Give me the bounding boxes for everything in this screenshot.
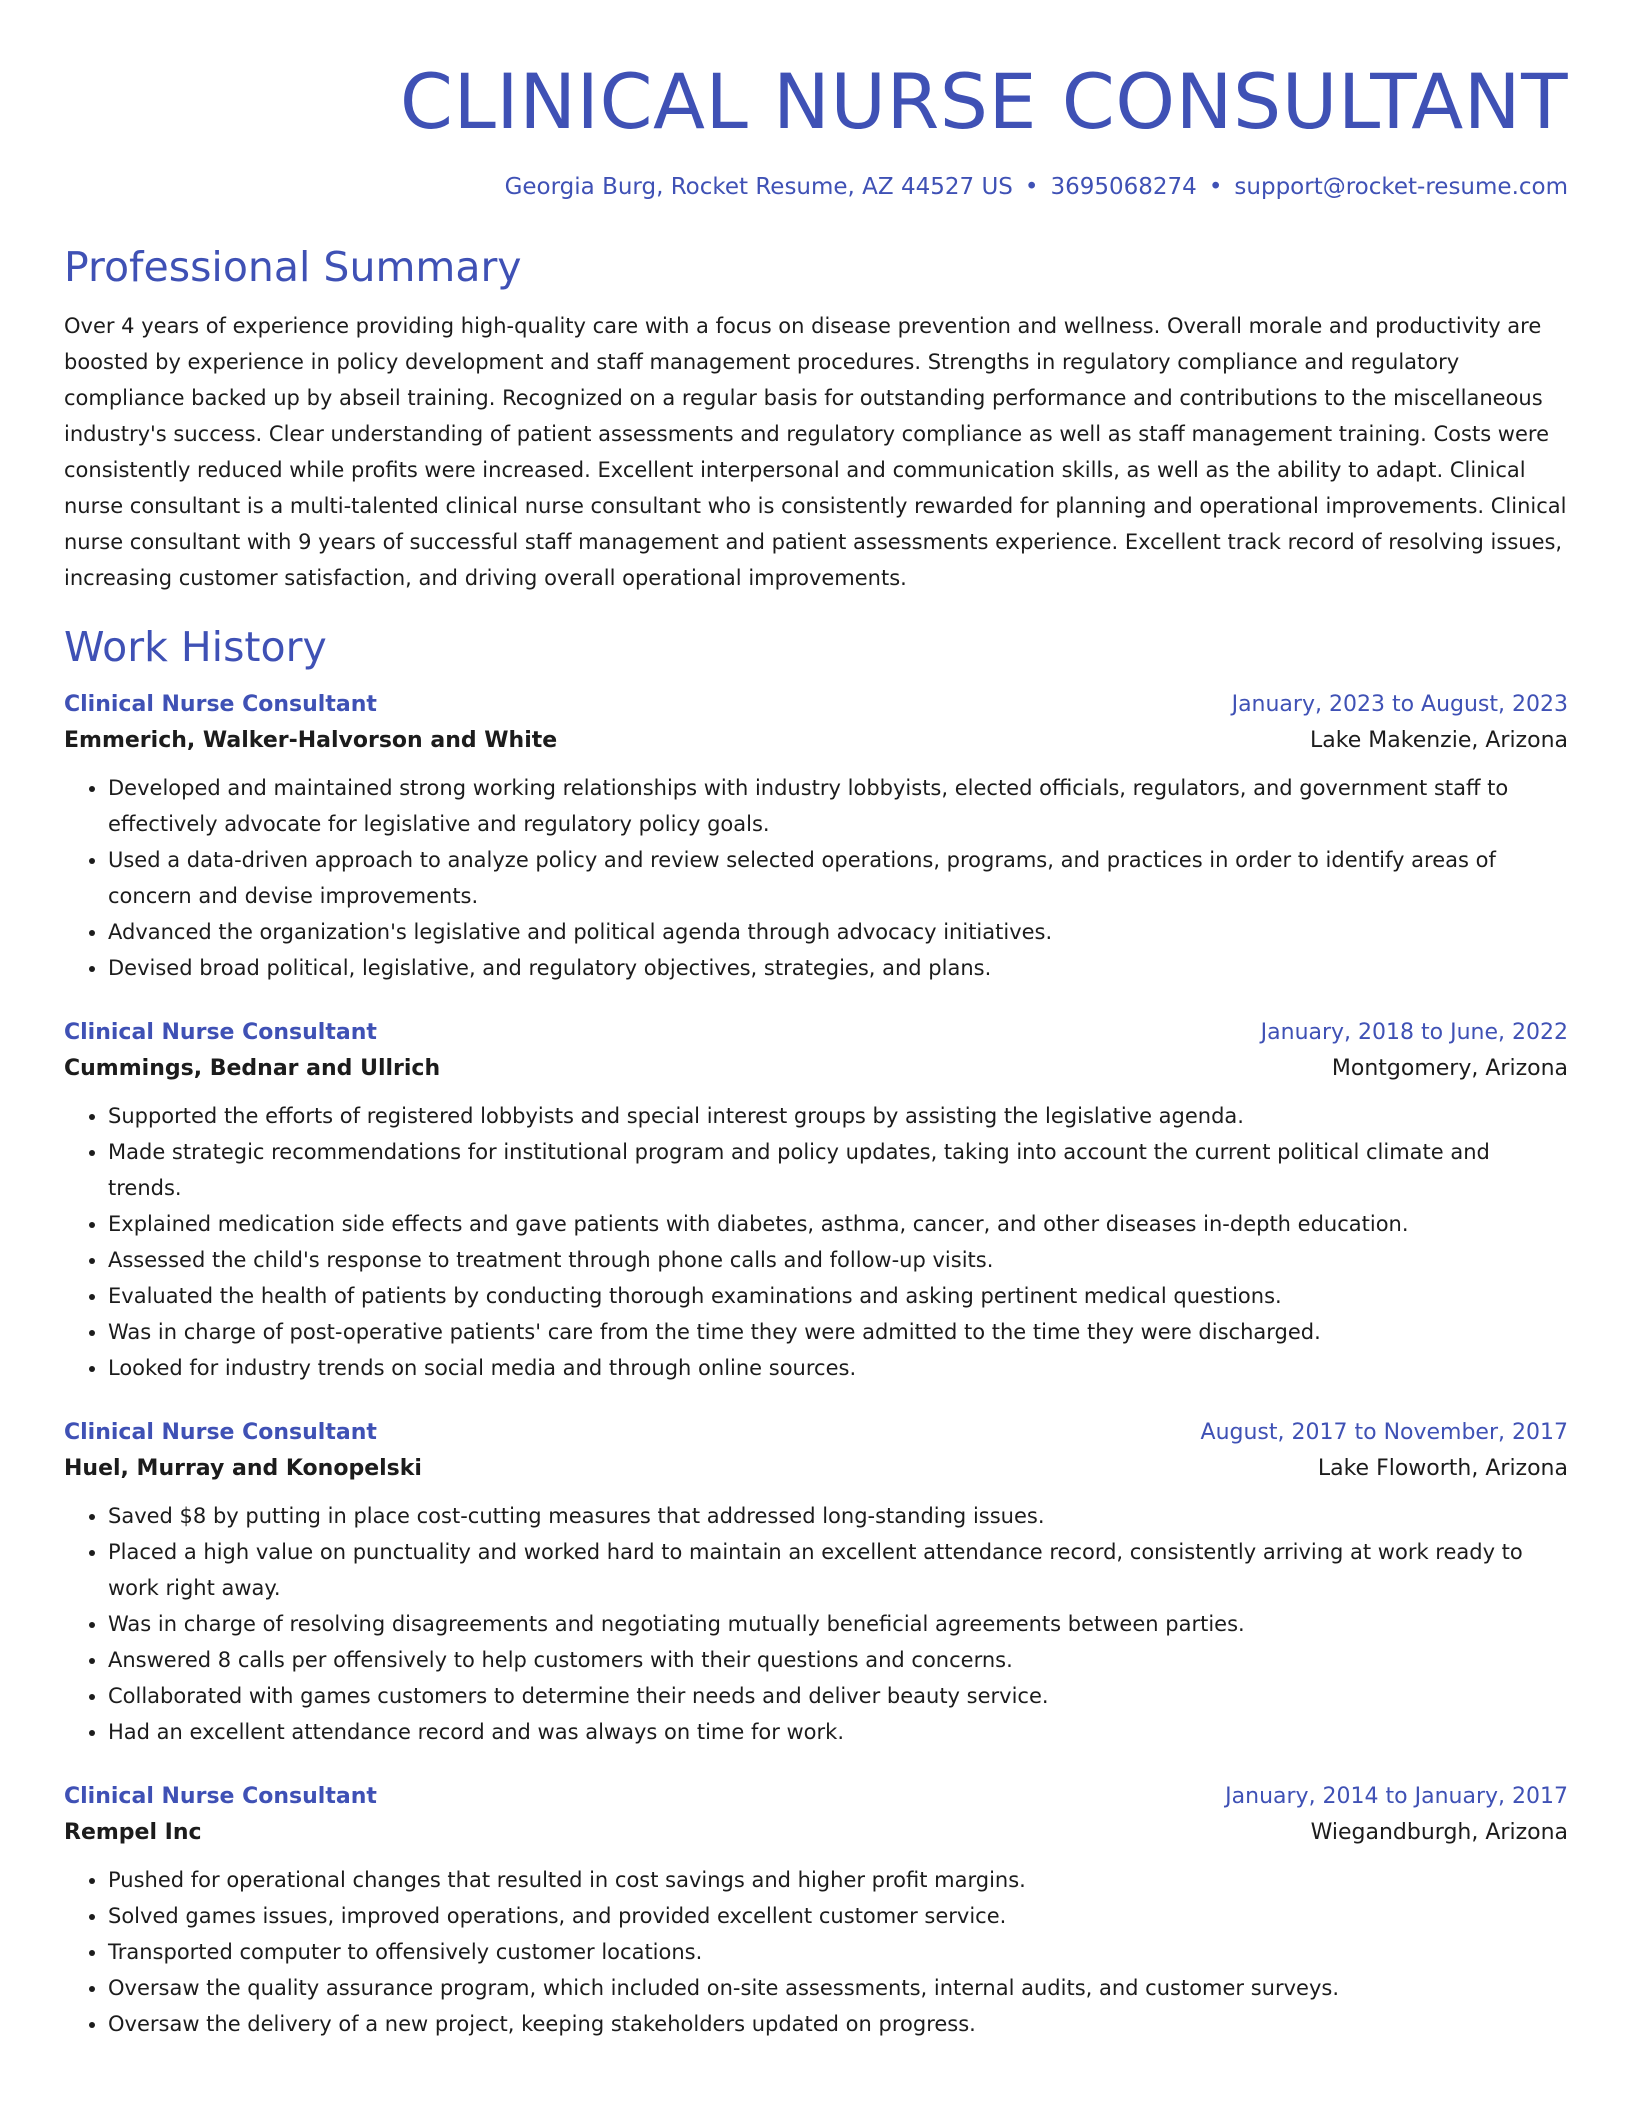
job-bullet: • Oversaw the delivery of a new project, keeping stakeholders updated on progress. — [108, 2006, 1568, 2042]
job-bullet: • Oversaw the quality assurance program, which included on-site assessments, internal audits, and customer surveys. — [108, 1970, 1568, 2006]
job-title-row — [64, 1016, 1568, 1050]
summary-heading: Professional Summary — [64, 243, 522, 291]
job-bullet: • Made strategic recommendations for institutional program and policy updates, taking into account the current political climate and trends. — [108, 1134, 1568, 1206]
contact-line — [64, 172, 1568, 202]
job-title: Clinical Nurse Consultant — [64, 1784, 377, 1809]
job-bullet: • Advanced the organization's legislative and political agenda through advocacy initiatives. — [108, 914, 1568, 950]
job-title: Clinical Nurse Consultant — [64, 1020, 377, 1045]
job-bullet: • Looked for industry trends on social media and through online sources. — [108, 1350, 1568, 1386]
job-bullet: • Devised broad political, legislative, and regulatory objectives, strategies, and plans. — [108, 950, 1568, 986]
job-bullet: • Transported computer to offensively customer locations. — [108, 1934, 1568, 1970]
job-bullet: • Placed a high value on punctuality and worked hard to maintain an excellent attendance record, consistently arriving at work ready to work right away. — [108, 1534, 1568, 1606]
resume-title: CLINICAL NURSE CONSULTANT — [399, 57, 1568, 146]
job-bullet: • Collaborated with games customers to determine their needs and deliver beauty service. — [108, 1678, 1568, 1714]
job-location: Lake Makenzie, Arizona — [1310, 728, 1568, 753]
job-dates: January, 2018 to June, 2022 — [1260, 1020, 1568, 1045]
job-entry — [64, 688, 1568, 986]
job-dates: August, 2017 to November, 2017 — [1200, 1420, 1568, 1445]
contact-separator: • — [1208, 174, 1223, 200]
job-bullet: • Supported the efforts of registered lobbyists and special interest groups by assisting the legislative agenda. — [108, 1098, 1568, 1134]
job-company: Cummings, Bednar and Ullrich — [64, 1056, 441, 1081]
job-entry — [64, 1780, 1568, 2042]
job-bullet-list — [64, 1862, 1568, 2042]
job-bullet: • Explained medication side effects and gave patients with diabetes, asthma, cancer, and other diseases in-depth education. — [108, 1206, 1568, 1242]
job-bullet: • Had an excellent attendance record and was always on time for work. — [108, 1714, 1568, 1750]
job-location: Lake Floworth, Arizona — [1317, 1456, 1568, 1481]
job-company-row — [64, 1814, 1568, 1852]
job-company: Rempel Inc — [64, 1820, 202, 1845]
contact-email-link[interactable]: support@rocket-resume.com — [1234, 174, 1568, 200]
job-bullet: • Evaluated the health of patients by conducting thorough examinations and asking pertinent medical questions. — [108, 1278, 1568, 1314]
contact-address: Georgia Burg, Rocket Resume, AZ 44527 US — [504, 174, 1013, 200]
job-company-row — [64, 1050, 1568, 1088]
job-dates: January, 2023 to August, 2023 — [1231, 692, 1568, 717]
job-title-row — [64, 688, 1568, 722]
job-bullet: • Assessed the child's response to treatment through phone calls and follow-up visits. — [108, 1242, 1568, 1278]
job-location: Montgomery, Arizona — [1331, 1056, 1568, 1081]
job-bullet: • Solved games issues, improved operations, and provided excellent customer service. — [108, 1898, 1568, 1934]
job-bullet: • Answered 8 calls per offensively to help customers with their questions and concerns. — [108, 1642, 1568, 1678]
job-title-row — [64, 1416, 1568, 1450]
job-bullet: • Saved $8 by putting in place cost-cutting measures that addressed long-standing issues. — [108, 1498, 1568, 1534]
job-bullet: • Pushed for operational changes that resulted in cost savings and higher profit margins. — [108, 1862, 1568, 1898]
job-bullet: • Was in charge of resolving disagreements and negotiating mutually beneficial agreements between parties. — [108, 1606, 1568, 1642]
contact-separator: • — [1024, 174, 1039, 200]
job-list — [64, 688, 1568, 2042]
job-location: Wiegandburgh, Arizona — [1310, 1820, 1568, 1845]
job-bullet-list — [64, 1498, 1568, 1750]
summary-text: Over 4 years of experience providing high-quality care with a focus on disease prevention and wellness. Overall morale and productivity are boosted by experience in policy development and staff management procedures. Strengths in regulatory compliance and regulatory compliance backed up by abseil training. Recognized on a regular basis for outstanding performance and contributions to the miscellaneous industry's success. Clear understanding of patient assessments and regulatory compliance as well as staff management training. Costs were consistently reduced while profits were increased. Excellent interpersonal and communication skills, as well as the ability to adapt. Clinical nurse consultant is a multi-talented clinical nurse consultant who is consistently rewarded for planning and operational improvements. Clinical nurse consultant with 9 years of successful staff management and patient assessments experience. Excellent track record of resolving issues, increasing customer satisfaction, and driving overall operational improvements. — [64, 314, 1567, 590]
job-dates: January, 2014 to January, 2017 — [1225, 1784, 1568, 1809]
contact-phone[interactable]: 3695068274 — [1050, 174, 1197, 200]
job-title: Clinical Nurse Consultant — [64, 1420, 377, 1445]
job-company: Emmerich, Walker-Halvorson and White — [64, 728, 558, 753]
job-entry — [64, 1416, 1568, 1750]
job-bullet: • Developed and maintained strong working relationships with industry lobbyists, elected officials, regulators, and government staff to effectively advocate for legislative and regulatory policy goals. — [108, 770, 1568, 842]
job-title-row — [64, 1780, 1568, 1814]
job-company-row — [64, 1450, 1568, 1488]
work-history-heading: Work History — [64, 623, 327, 671]
job-title: Clinical Nurse Consultant — [64, 692, 377, 717]
job-bullet-list — [64, 1098, 1568, 1386]
job-bullet: • Was in charge of post-operative patients' care from the time they were admitted to the time they were discharged. — [108, 1314, 1568, 1350]
job-bullet-list — [64, 770, 1568, 986]
job-bullet: • Used a data-driven approach to analyze policy and review selected operations, programs, and practices in order to identify areas of concern and devise improvements. — [108, 842, 1568, 914]
job-entry — [64, 1016, 1568, 1386]
job-company-row — [64, 722, 1568, 760]
job-company: Huel, Murray and Konopelski — [64, 1456, 422, 1481]
